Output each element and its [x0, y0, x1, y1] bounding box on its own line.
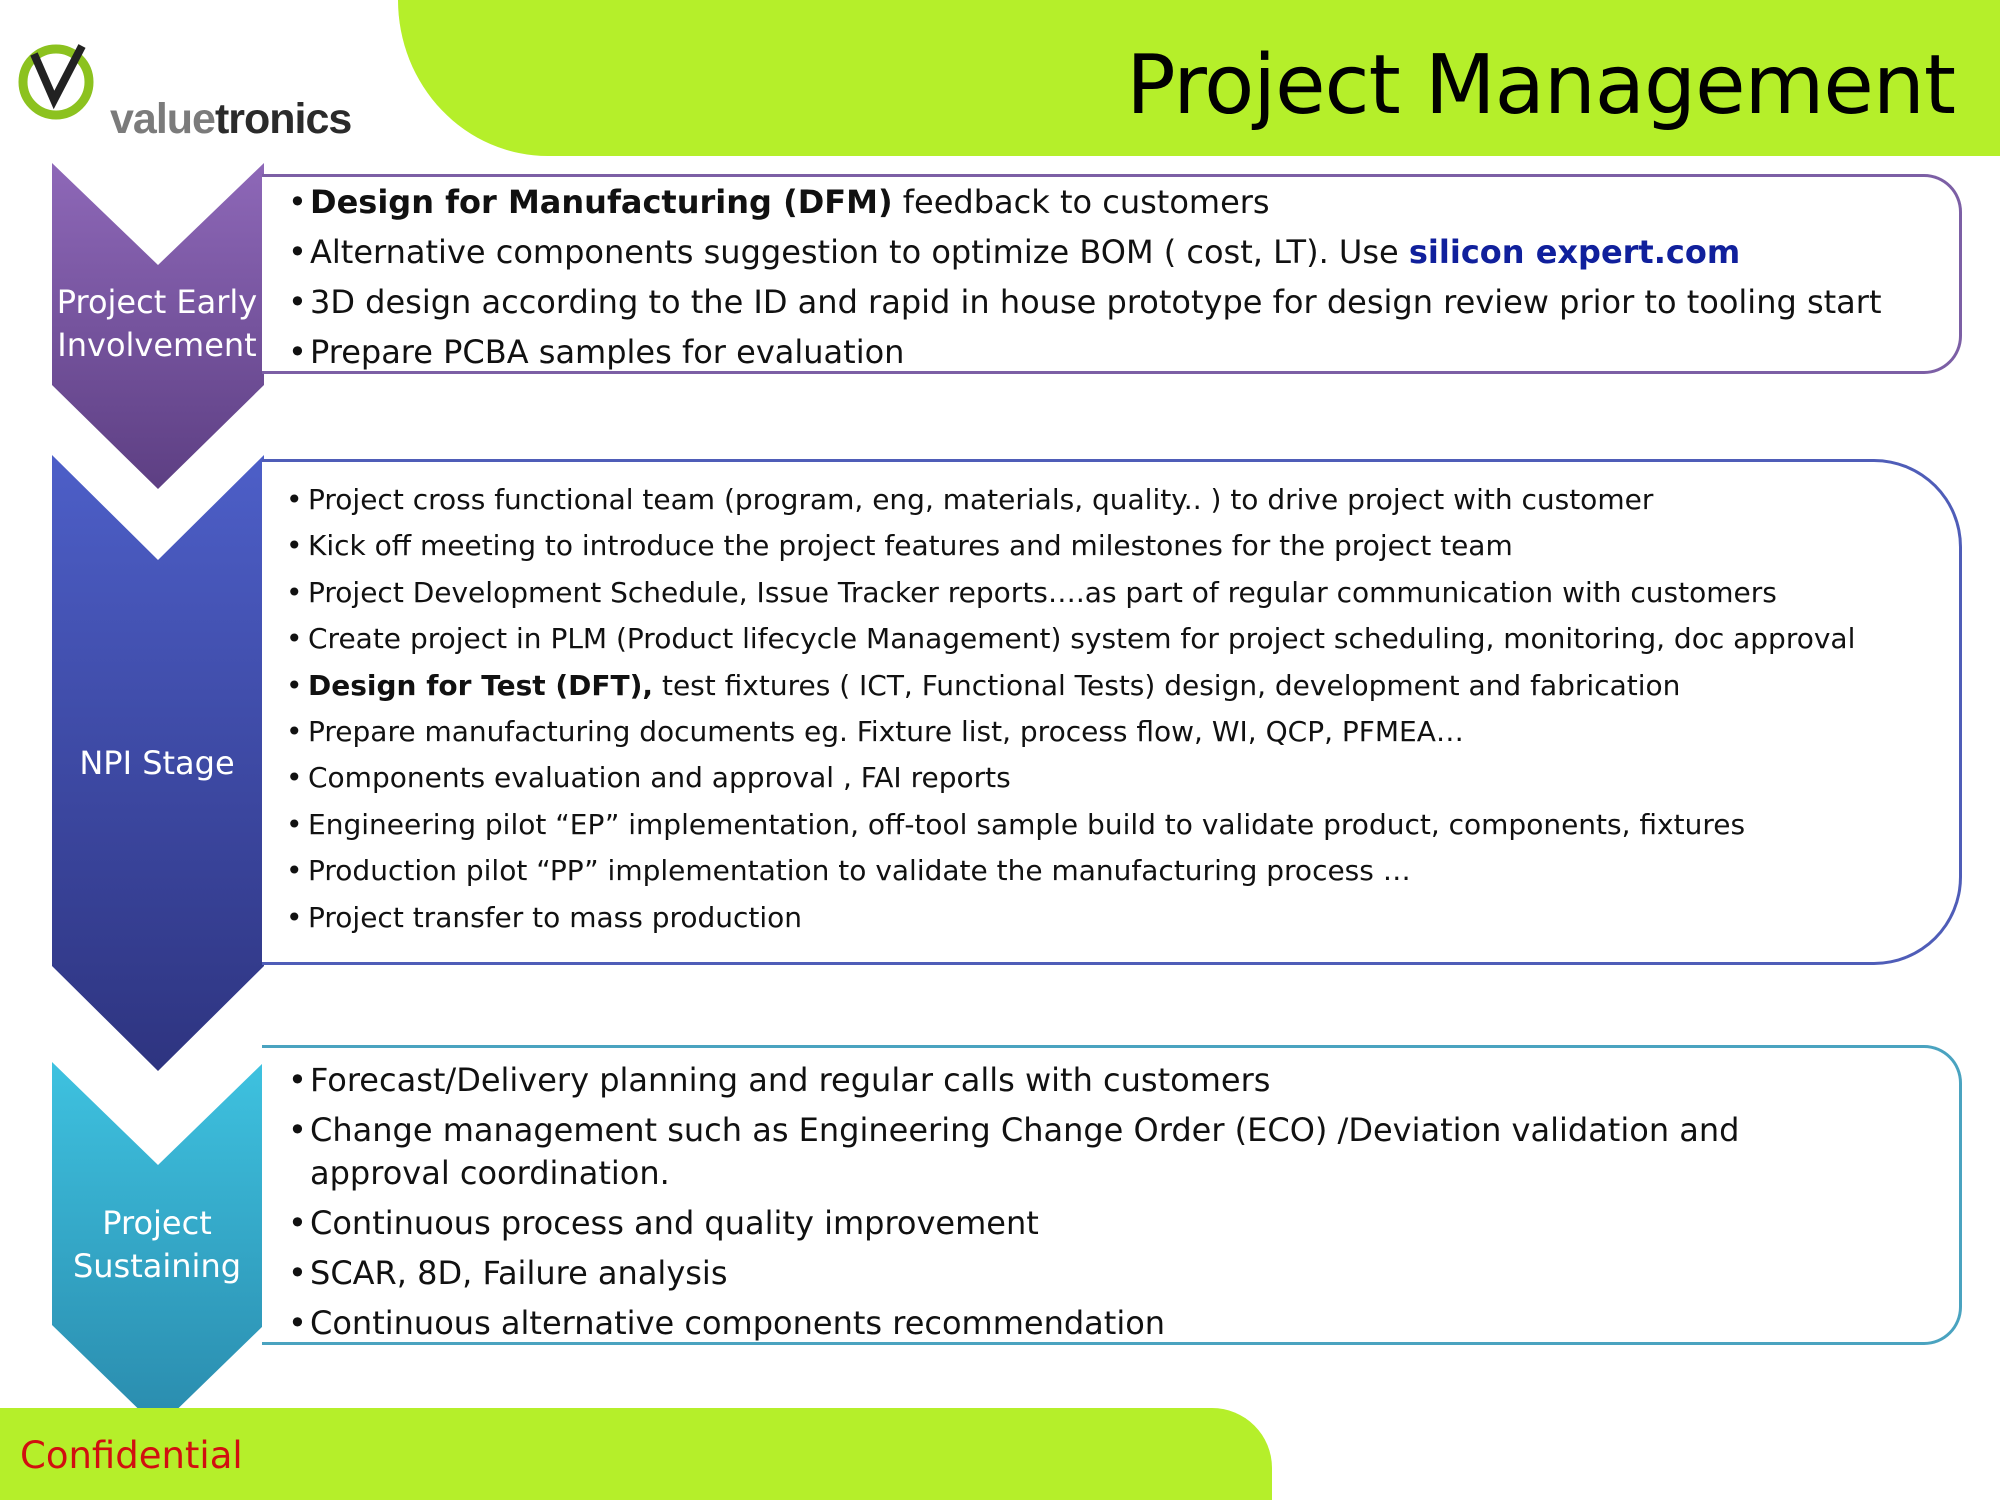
silicon-expert-link[interactable]: silicon expert.com — [1408, 233, 1741, 271]
list-item — [308, 709, 1855, 755]
list-item — [308, 848, 1855, 894]
bullet-text: Create project in PLM (Product lifecycle Management) system for project scheduling, monitoring, doc approval — [308, 622, 1856, 656]
bullet-text: Change management such as Engineering Change Order (ECO) /Deviation validation and approval coordination. — [310, 1111, 1740, 1192]
page-title: Project Management — [1126, 38, 1955, 133]
list-item — [308, 802, 1855, 848]
bullet-text: Components evaluation and approval , FAI reports — [308, 761, 1011, 795]
list-item — [310, 277, 1881, 327]
list-item — [308, 616, 1855, 662]
bullet-text: Prepare PCBA samples for evaluation — [310, 333, 905, 371]
stage-box-npi — [262, 459, 1962, 965]
bullet-text: Production pilot “PP” implementation to validate the manufacturing process … — [308, 854, 1411, 888]
bullet-text: Prepare manufacturing documents eg. Fixture list, process flow, WI, QCP, PFMEA… — [308, 714, 1464, 748]
bullet-text: feedback to customers — [892, 183, 1270, 221]
bullet-text: Project transfer to mass production — [308, 900, 803, 934]
bullet-text: Continuous process and quality improvement — [310, 1204, 1039, 1242]
list-item — [310, 1302, 1880, 1345]
bullet-list — [310, 177, 1881, 377]
list-item — [310, 1059, 1880, 1102]
list-item — [310, 1109, 1880, 1195]
list-item — [308, 663, 1855, 709]
stage-label-npi — [52, 742, 262, 785]
stage-label-line: NPI Stage — [79, 744, 235, 782]
bullet-text: test fixtures ( ICT, Functional Tests) design, development and fabrication — [653, 668, 1681, 702]
bullet-bold: Design for Test (DFT), — [308, 668, 654, 702]
bullet-text: 3D design according to the ID and rapid in house prototype for design review prior to tooling start — [310, 283, 1882, 321]
stage-label-early — [52, 281, 262, 367]
stage-label-sustaining — [52, 1202, 262, 1288]
list-item — [308, 570, 1855, 616]
list-item — [310, 1202, 1880, 1245]
confidential-label: Confidential — [20, 1434, 243, 1477]
logo-text-plain: value — [110, 95, 215, 143]
bullet-text: Kick off meeting to introduce the project features and milestones for the project team — [308, 529, 1513, 563]
bullet-text: SCAR, 8D, Failure analysis — [310, 1254, 728, 1292]
list-item — [308, 523, 1855, 569]
list-item — [310, 227, 1881, 277]
bullet-list — [310, 1059, 1880, 1352]
logo-text-bold: tronics — [214, 95, 352, 143]
bullet-text: Forecast/Delivery planning and regular calls with customers — [310, 1061, 1271, 1099]
bullet-text: Continuous alternative components recommendation — [310, 1304, 1166, 1342]
bullet-text: Engineering pilot “EP” implementation, off-tool sample build to validate product, components, fixtures — [308, 807, 1746, 841]
bullet-list — [308, 477, 1855, 941]
list-item — [310, 177, 1881, 227]
stage-box-sustaining — [262, 1045, 1962, 1345]
bullet-text: Project cross functional team (program, eng, materials, quality.. ) to drive project with customer — [308, 483, 1654, 516]
list-item — [310, 327, 1881, 377]
stage-label-line: Involvement — [57, 326, 257, 364]
list-item — [308, 477, 1855, 523]
list-item — [308, 755, 1855, 801]
bullet-bold: Design for Manufacturing (DFM) — [310, 183, 893, 221]
list-item — [308, 895, 1855, 941]
stage-label-line: Project — [102, 1204, 212, 1242]
stage-label-line: Project Early — [56, 283, 258, 321]
stage-box-early — [262, 174, 1962, 374]
list-item — [310, 1252, 1880, 1295]
bullet-text: Project Development Schedule, Issue Tracker reports….as part of regular communication with customers — [308, 575, 1777, 609]
stage-label-line: Sustaining — [72, 1247, 242, 1285]
bullet-text: Alternative components suggestion to optimize BOM ( cost, LT). Use — [310, 233, 1409, 271]
